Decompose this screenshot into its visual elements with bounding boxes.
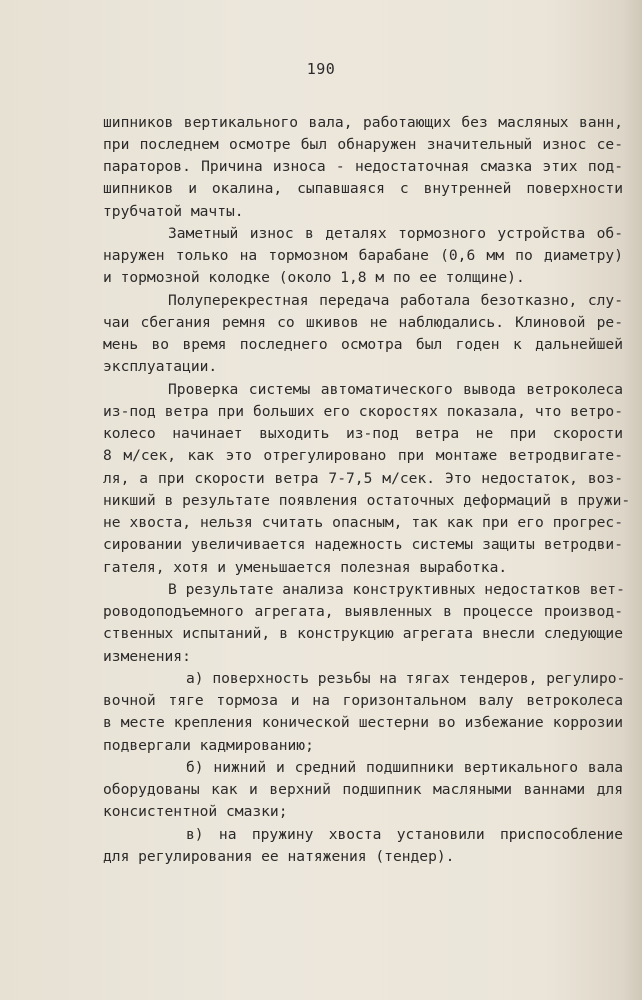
text-line: изменения: xyxy=(103,648,191,665)
text-line: при последнем осмотре был обнаружен значительный износ се- xyxy=(103,136,623,153)
text-line: мень во время последнего осмотра был годен к дальнейшей xyxy=(103,336,623,353)
text-line: роводоподъемного агрегата, выявленных в процессе производ- xyxy=(103,603,623,620)
text-line: никший в результате появления остаточных деформаций в пружи- xyxy=(103,492,631,509)
text-line: в) на пружину хвоста установили приспособление xyxy=(186,826,623,843)
text-line: из-под ветра при больших его скоростях показала, что ветро- xyxy=(103,403,623,420)
text-line: подвергали кадмированию; xyxy=(103,737,314,754)
text-line: консистентной смазки; xyxy=(103,803,288,820)
text-line: колесо начинает выходить из-под ветра не при скорости xyxy=(103,425,623,442)
text-line: оборудованы как и верхний подшипник масляными ваннами для xyxy=(103,781,623,798)
text-line: наружен только на тормозном барабане (0,6 мм по диаметру) xyxy=(103,247,623,264)
text-line: В результате анализа конструктивных недостатков вет- xyxy=(168,581,625,598)
text-line: эксплуатации. xyxy=(103,358,218,375)
text-line: трубчатой мачты. xyxy=(103,203,244,220)
text-line: а) поверхность резьбы на тягах тендеров, регулиро- xyxy=(186,670,626,687)
text-line: вочной тяге тормоза и на горизонтальном валу ветроколеса xyxy=(103,692,623,709)
text-line: Заметный износ в деталях тормозного устройства об- xyxy=(168,225,623,242)
text-line: шипников вертикального вала, работающих без масляных ванн, xyxy=(103,114,623,131)
text-line: б) нижний и средний подшипники вертикального вала xyxy=(186,759,623,776)
text-line: 8 м/сек, как это отрегулировано при монтаже ветродвигате- xyxy=(103,447,623,464)
text-line: параторов. Причина износа - недостаточная смазка этих под- xyxy=(103,158,623,175)
text-line: и тормозной колодке (около 1,8 м по ее толщине). xyxy=(103,269,525,286)
text-line: ственных испытаний, в конструкцию агрегата внесли следующие xyxy=(103,625,623,642)
text-line: Проверка системы автоматического вывода ветроколеса xyxy=(168,381,623,398)
text-line: ля, а при скорости ветра 7-7,5 м/сек. Это недостаток, воз- xyxy=(103,470,623,487)
text-line: шипников и окалина, сыпавшаяся с внутренней поверхности xyxy=(103,180,623,197)
text-line: не хвоста, нельзя считать опасным, так как при его прогрес- xyxy=(103,514,623,531)
text-line: гателя, хотя и уменьшается полезная выработка. xyxy=(103,559,508,576)
text-line: чаи сбегания ремня со шкивов не наблюдались. Клиновой ре- xyxy=(103,314,623,331)
text-line: в месте крепления конической шестерни во избежание коррозии xyxy=(103,714,623,731)
text-line: Полуперекрестная передача работала безотказно, слу- xyxy=(168,292,623,309)
text-line: сировании увеличивается надежность системы защиты ветродви- xyxy=(103,536,623,553)
text-line: для регулирования ее натяжения (тендер). xyxy=(103,848,455,865)
page-number: 190 xyxy=(306,60,336,78)
